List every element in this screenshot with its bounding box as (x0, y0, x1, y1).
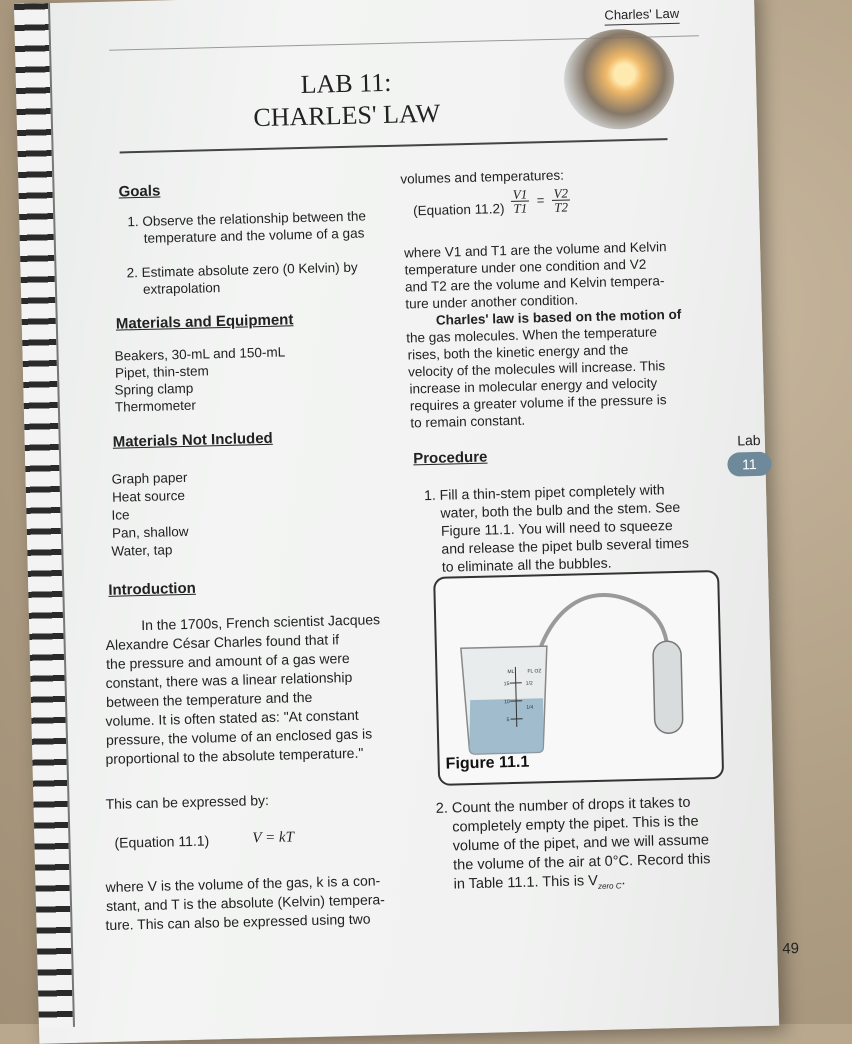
beaker-mark-5: 5 (507, 717, 510, 723)
title-rule (120, 138, 668, 153)
material-item: Spring clamp (114, 380, 193, 400)
fraction-v1-t1: $\frac{V1}{T1}$ (511, 187, 530, 214)
where-line: temperature under one condition and V2 (404, 256, 646, 280)
not-included-item: Water, tap (111, 541, 172, 560)
material-item: Thermometer (115, 397, 196, 417)
running-head: Charles' Law (604, 6, 679, 26)
goal-1-line-1: 1. Observe the relationship between the (127, 207, 366, 231)
intro-line: Alexandre César Charles found that if (105, 630, 339, 654)
step-2-line: completely empty the pipet. This is the (452, 813, 699, 837)
step-1-line: 1. Fill a thin-stem pipet completely with (424, 480, 665, 504)
flame-photo (563, 28, 675, 131)
step-1-line: to eliminate all the bubbles. (442, 554, 612, 576)
where-line: where V1 and T1 are the volume and Kelvin (404, 238, 667, 262)
material-item: Beakers, 30-mL and 150-mL (114, 343, 285, 365)
title-line-1: LAB 11: (216, 65, 477, 103)
where-line: and T2 are the volume and Kelvin tempera- (405, 272, 665, 296)
materials-heading: Materials and Equipment (116, 311, 294, 332)
not-included-item: Heat source (112, 487, 185, 507)
intro-where-line: ture. This can also be expressed using two (105, 910, 370, 934)
book-page (14, 0, 779, 1044)
intro-expressed: This can be expressed by: (105, 791, 269, 813)
beaker-unit-ml: ML (507, 669, 514, 675)
law-line: the gas molecules. When the temperature (406, 323, 657, 347)
goal-1-line-2: temperature and the volume of a gas (144, 225, 365, 248)
goal-2-line-2: extrapolation (143, 279, 221, 299)
intro-where-line: stant, and T is the absolute (Kelvin) tempera- (106, 890, 385, 915)
step-2-line: 2. Count the number of drops it takes to (436, 794, 691, 818)
intro-line: proportional to the absolute temperature." (105, 744, 363, 768)
step-2-line: the volume of the air at 0°C. Record this (453, 850, 711, 874)
page-number: 49 (782, 940, 799, 957)
intro-line: constant, there was a linear relationship (105, 668, 352, 692)
fraction-v2-t2: $\frac{V2}{T2}$ (551, 186, 570, 213)
lab-tab (725, 432, 774, 477)
page-title (216, 65, 477, 135)
not-included-item: Ice (111, 506, 129, 524)
material-item: Pipet, thin-stem (115, 362, 209, 382)
equation-11-2: $\frac{V1}{T1}$ = $\frac{V2}{T2}$ (511, 186, 571, 214)
law-line: rises, both the kinetic energy and the (407, 341, 628, 364)
intro-where-line: where V is the volume of the gas, k is a con- (105, 871, 380, 896)
beaker-mark-quarter: 1/4 (526, 705, 533, 711)
equation-11-1-label: (Equation 11.1) (114, 831, 209, 851)
volumes-temps-line: volumes and temperatures: (400, 167, 564, 189)
equation-11-1: V = kT (252, 828, 294, 847)
intro-line: In the 1700s, French scientist Jacques (141, 610, 380, 634)
step-2-line: volume of the pipet, and we will assume (452, 831, 709, 855)
step-1-line: and release the pipet bulb several times (441, 534, 689, 558)
law-line: increase in molecular energy and velocity (409, 374, 657, 398)
figure-caption: Figure 11.1 (445, 754, 529, 774)
step-2-last-line: in Table 11.1. This is $V_{zero C}$. (453, 871, 625, 899)
goal-2-line-1: 2. Estimate absolute zero (0 Kelvin) by (126, 259, 357, 283)
not-included-heading: Materials Not Included (113, 430, 273, 451)
beaker-unit-floz: FL OZ (527, 668, 541, 674)
pipet-beaker-illustration (435, 572, 722, 784)
beaker-mark-half: 1/2 (526, 681, 533, 687)
law-line-lead: Charles' law is based on the motion of (436, 306, 682, 330)
step-1-line: water, both the bulb and the stem. See (440, 498, 680, 522)
lab-tab-number: 11 (727, 452, 772, 477)
beaker-mark-10: 10 (504, 699, 510, 705)
introduction-heading: Introduction (108, 580, 196, 599)
title-line-2: CHARLES' LAW (216, 97, 477, 135)
not-included-item: Pan, shallow (112, 523, 189, 543)
lab-tab-label: Lab (737, 432, 761, 449)
law-line: velocity of the molecules will increase. This (408, 357, 665, 381)
intro-line: pressure, the volume of an enclosed gas is (106, 724, 373, 748)
intro-line: the pressure and amount of a gas were (106, 649, 350, 673)
goals-heading: Goals (118, 182, 160, 200)
equation-11-2-label: (Equation 11.2) (413, 200, 505, 220)
figure-11-1 (433, 570, 724, 786)
step-1-line: Figure 11.1. You will need to squeeze (441, 516, 673, 540)
beaker-mark-15: 15 (504, 681, 510, 687)
not-included-item: Graph paper (111, 469, 187, 489)
intro-line: between the temperature and the (106, 688, 313, 711)
where-line: ture under another condition. (405, 291, 578, 313)
procedure-heading: Procedure (413, 449, 488, 468)
intro-line: volume. It is often stated as: "At constant (105, 706, 359, 730)
v-zero-c-subscript: zero C (598, 881, 622, 891)
law-line: requires a greater volume if the pressure is (410, 391, 667, 415)
law-line: to remain constant. (410, 412, 525, 433)
